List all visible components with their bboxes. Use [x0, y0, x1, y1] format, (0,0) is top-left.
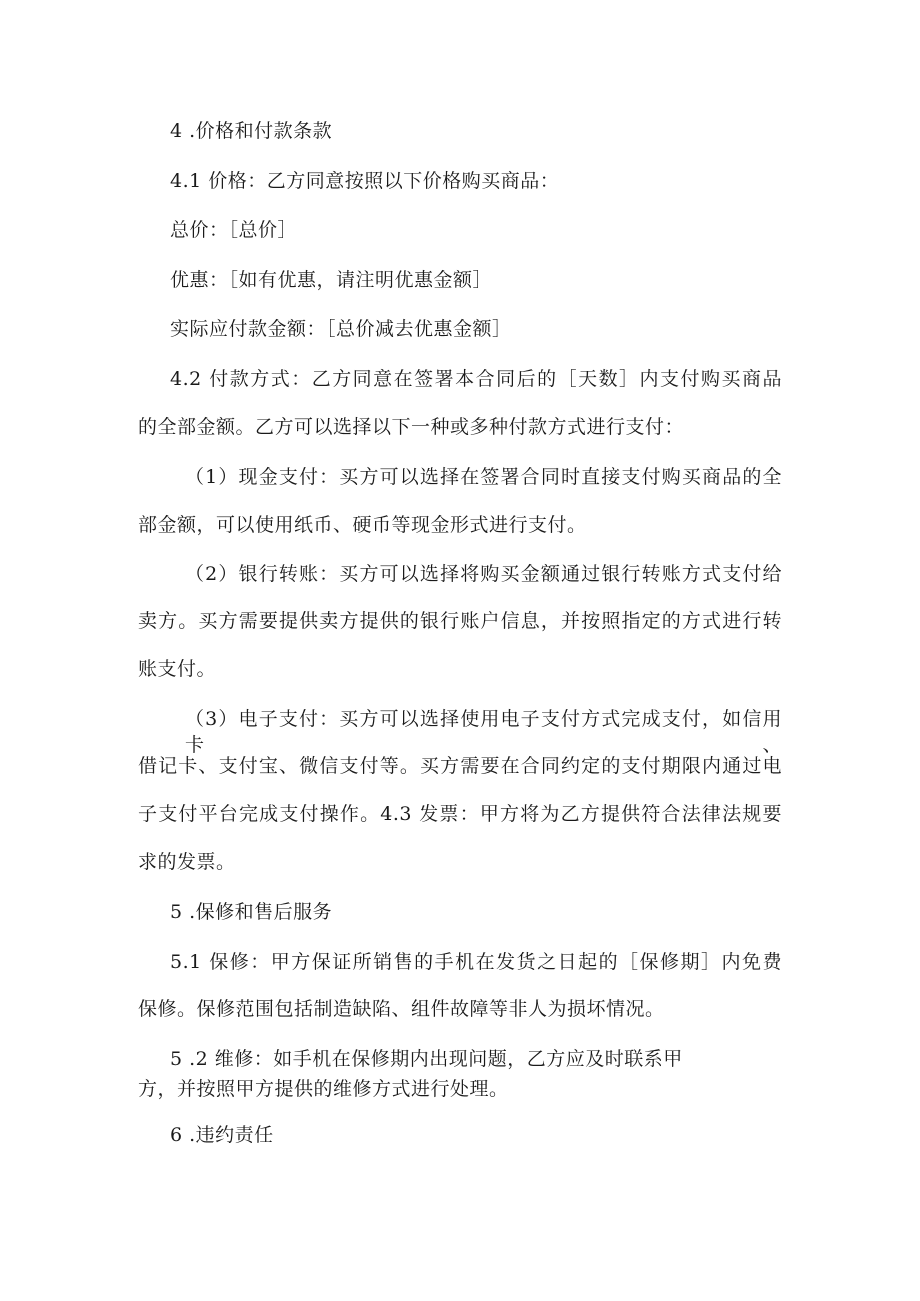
clause-5-2-line-1: 5 .2 维修：如手机在保修期内出现问题，乙方应及时联系甲 — [170, 1048, 683, 1070]
clause-5-1-line-2: 保修。保修范围包括制造缺陷、组件故障等非人为损坏情况。 — [138, 998, 665, 1020]
amount-payable-line: 实际应付款金额：［总价减去优惠金额］ — [170, 318, 512, 340]
section-6-heading: 6 .违约责任 — [170, 1124, 274, 1146]
section-4-heading: 4 .价格和付款条款 — [170, 120, 333, 142]
clause-4-2-line-2: 的全部金额。乙方可以选择以下一种或多种付款方式进行支付： — [138, 416, 685, 438]
clause-5-1-line-1: 5.1 保修：甲方保证所销售的手机在发货之日起的［保修期］内免费 — [170, 951, 782, 973]
bank-transfer-line-1: （2）银行转账：买方可以选择将购买金额通过银行转账方式支付给 — [185, 563, 782, 585]
bank-transfer-line-2: 卖方。买方需要提供卖方提供的银行账户信息，并按照指定的方式进行转 — [138, 610, 782, 632]
electronic-payment-line-2: 借记卡、支付宝、微信支付等。买方需要在合同约定的支付期限内通过电 — [138, 755, 782, 777]
total-price-line: 总价：［总价］ — [170, 219, 298, 241]
clause-4-1-price: 4.1 价格：乙方同意按照以下价格购买商品： — [170, 170, 560, 192]
clause-5-2-line-2: 方，并按照甲方提供的维修方式进行处理。 — [138, 1078, 509, 1100]
section-5-heading: 5 .保修和售后服务 — [170, 901, 333, 923]
bank-transfer-line-3: 账支付。 — [138, 658, 217, 680]
discount-line: 优惠：［如有优惠，请注明优惠金额］ — [170, 269, 493, 291]
cash-payment-line-2: 部金额，可以使用纸币、硬币等现金形式进行支付。 — [138, 514, 587, 536]
cash-payment-line-1: （1）现金支付：买方可以选择在签署合同时直接支付购买商品的全 — [185, 466, 782, 488]
electronic-payment-line-1: （3）电子支付：买方可以选择使用电子支付方式完成支付，如信用卡、 — [185, 708, 782, 756]
clause-4-2-line-1: 4.2 付款方式：乙方同意在签署本合同后的［天数］内支付购买商品 — [170, 368, 782, 390]
electronic-payment-line-3: 子支付平台完成支付操作。4.3 发票：甲方将为乙方提供符合法律法规要 — [138, 803, 782, 825]
electronic-payment-line-4: 求的发票。 — [138, 851, 236, 873]
